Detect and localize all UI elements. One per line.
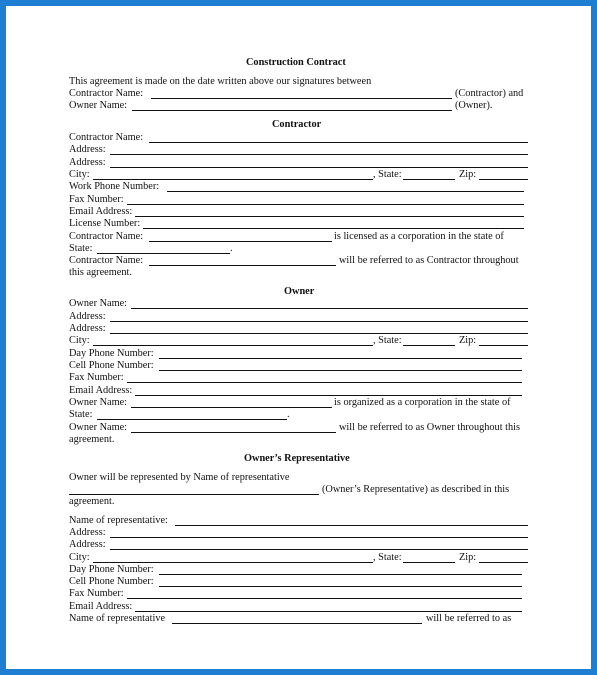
contractor-state-line-field[interactable] xyxy=(97,253,230,254)
contractor-email-label: Email Address: xyxy=(69,206,133,217)
owner-rep-city-field[interactable] xyxy=(93,562,373,563)
owner-fax-field[interactable] xyxy=(127,382,522,383)
contractor-address2-field[interactable] xyxy=(110,167,528,168)
owner-rep-day-phone-label: Day Phone Number: xyxy=(69,564,154,575)
owner-corp-name-label: Owner Name: xyxy=(69,397,128,408)
owner-rep-zip-field[interactable] xyxy=(479,562,528,563)
owner-refer-name-field[interactable] xyxy=(131,432,336,433)
contractor-name-field[interactable] xyxy=(149,142,528,143)
owner-fax-label: Fax Number: xyxy=(69,372,124,383)
contractor-fax-label: Fax Number: xyxy=(69,194,124,205)
intro-owner-field[interactable] xyxy=(132,110,452,111)
intro-contractor-label: Contractor Name: xyxy=(69,88,144,99)
owner-rep-address-label: Address: xyxy=(69,527,106,538)
owner-refer-text: will be referred to as Owner throughout this xyxy=(339,422,521,433)
owner-rep-heading: Owner’s Representative xyxy=(244,453,350,464)
owner-rep-day-phone-field[interactable] xyxy=(159,574,522,575)
owner-day-phone-label: Day Phone Number: xyxy=(69,348,154,359)
owner-rep-cell-phone-field[interactable] xyxy=(159,586,522,587)
contractor-corp-name-field[interactable] xyxy=(149,241,332,242)
contractor-refer-name-field[interactable] xyxy=(149,265,336,266)
owner-zip-label: Zip: xyxy=(459,335,477,346)
owner-rep-email-field[interactable] xyxy=(135,611,522,612)
owner-rep-refer-text: will be referred to as xyxy=(426,613,512,624)
owner-name-label: Owner Name: xyxy=(69,298,128,309)
contractor-state-line-end: . xyxy=(230,243,233,254)
owner-rep-intro-suffix: (Owner’s Representative) as described in this xyxy=(322,484,510,495)
contractor-state-line-label: State: xyxy=(69,243,93,254)
contractor-license-field[interactable] xyxy=(143,228,524,229)
owner-rep-intro-end: agreement. xyxy=(69,496,115,507)
owner-state-line-label: State: xyxy=(69,409,93,420)
contractor-fax-field[interactable] xyxy=(127,204,524,205)
owner-rep-intro-field[interactable] xyxy=(69,494,319,495)
owner-state-label: , State: xyxy=(373,335,402,346)
contractor-state-field[interactable] xyxy=(403,179,455,180)
owner-cell-phone-label: Cell Phone Number: xyxy=(69,360,154,371)
owner-rep-zip-label: Zip: xyxy=(459,552,477,563)
contractor-corp-name-label: Contractor Name: xyxy=(69,231,144,242)
owner-cell-phone-field[interactable] xyxy=(159,370,522,371)
contractor-refer-end: this agreement. xyxy=(69,267,132,278)
owner-address-label: Address: xyxy=(69,311,106,322)
owner-zip-field[interactable] xyxy=(479,345,528,346)
owner-rep-email-label: Email Address: xyxy=(69,601,133,612)
owner-corp-name-field[interactable] xyxy=(131,407,332,408)
contractor-address2-label: Address: xyxy=(69,157,106,168)
owner-rep-name-label: Name of representative: xyxy=(69,515,168,526)
contractor-address-field[interactable] xyxy=(110,154,528,155)
intro-owner-suffix: (Owner). xyxy=(455,100,493,111)
intro-owner-label: Owner Name: xyxy=(69,100,128,111)
owner-corp-text: is organized as a corporation in the state of xyxy=(334,397,511,408)
owner-refer-name-label: Owner Name: xyxy=(69,422,128,433)
contractor-city-field[interactable] xyxy=(93,179,373,180)
owner-rep-state-label: , State: xyxy=(373,552,402,563)
owner-rep-fax-field[interactable] xyxy=(127,598,522,599)
contractor-work-phone-field[interactable] xyxy=(167,191,524,192)
owner-state-line-field[interactable] xyxy=(97,419,287,420)
contractor-heading: Contractor xyxy=(272,119,322,130)
owner-rep-address-field[interactable] xyxy=(110,537,528,538)
contractor-refer-name-label: Contractor Name: xyxy=(69,255,144,266)
owner-day-phone-field[interactable] xyxy=(159,358,522,359)
owner-rep-name-field[interactable] xyxy=(175,525,528,526)
owner-name-field[interactable] xyxy=(131,308,528,309)
owner-rep-address2-label: Address: xyxy=(69,539,106,550)
owner-rep-intro: Owner will be represented by Name of representative xyxy=(69,472,290,483)
owner-rep-refer-label: Name of representative xyxy=(69,613,166,624)
owner-email-label: Email Address: xyxy=(69,385,133,396)
owner-rep-state-field[interactable] xyxy=(403,562,455,563)
intro-contractor-field[interactable] xyxy=(151,98,452,99)
owner-state-line-end: . xyxy=(287,409,290,420)
owner-rep-city-label: City: xyxy=(69,552,90,563)
owner-city-field[interactable] xyxy=(93,345,373,346)
contractor-zip-label: Zip: xyxy=(459,169,477,180)
contractor-license-label: License Number: xyxy=(69,218,141,229)
contractor-state-label: , State: xyxy=(373,169,402,180)
contractor-name-label: Contractor Name: xyxy=(69,132,144,143)
owner-refer-end: agreement. xyxy=(69,434,115,445)
document-title: Construction Contract xyxy=(246,57,346,68)
owner-rep-fax-label: Fax Number: xyxy=(69,588,124,599)
owner-address-field[interactable] xyxy=(110,321,528,322)
owner-rep-cell-phone-label: Cell Phone Number: xyxy=(69,576,154,587)
contractor-corp-text: is licensed as a corporation in the state of xyxy=(334,231,504,242)
document-page xyxy=(6,6,591,669)
owner-heading: Owner xyxy=(284,286,315,297)
contractor-email-field[interactable] xyxy=(135,216,524,217)
contractor-zip-field[interactable] xyxy=(479,179,528,180)
owner-rep-refer-field[interactable] xyxy=(172,623,422,624)
contractor-city-label: City: xyxy=(69,169,90,180)
owner-address2-label: Address: xyxy=(69,323,106,334)
intro-text: This agreement is made on the date written above our signatures between xyxy=(69,76,372,87)
contractor-address-label: Address: xyxy=(69,144,106,155)
owner-city-label: City: xyxy=(69,335,90,346)
owner-rep-address2-field[interactable] xyxy=(110,549,528,550)
intro-contractor-suffix: (Contractor) and xyxy=(455,88,524,99)
owner-email-field[interactable] xyxy=(135,395,522,396)
contractor-work-phone-label: Work Phone Number: xyxy=(69,181,160,192)
owner-address2-field[interactable] xyxy=(110,333,528,334)
contractor-refer-text: will be referred to as Contractor throughout xyxy=(339,255,519,266)
owner-state-field[interactable] xyxy=(403,345,455,346)
